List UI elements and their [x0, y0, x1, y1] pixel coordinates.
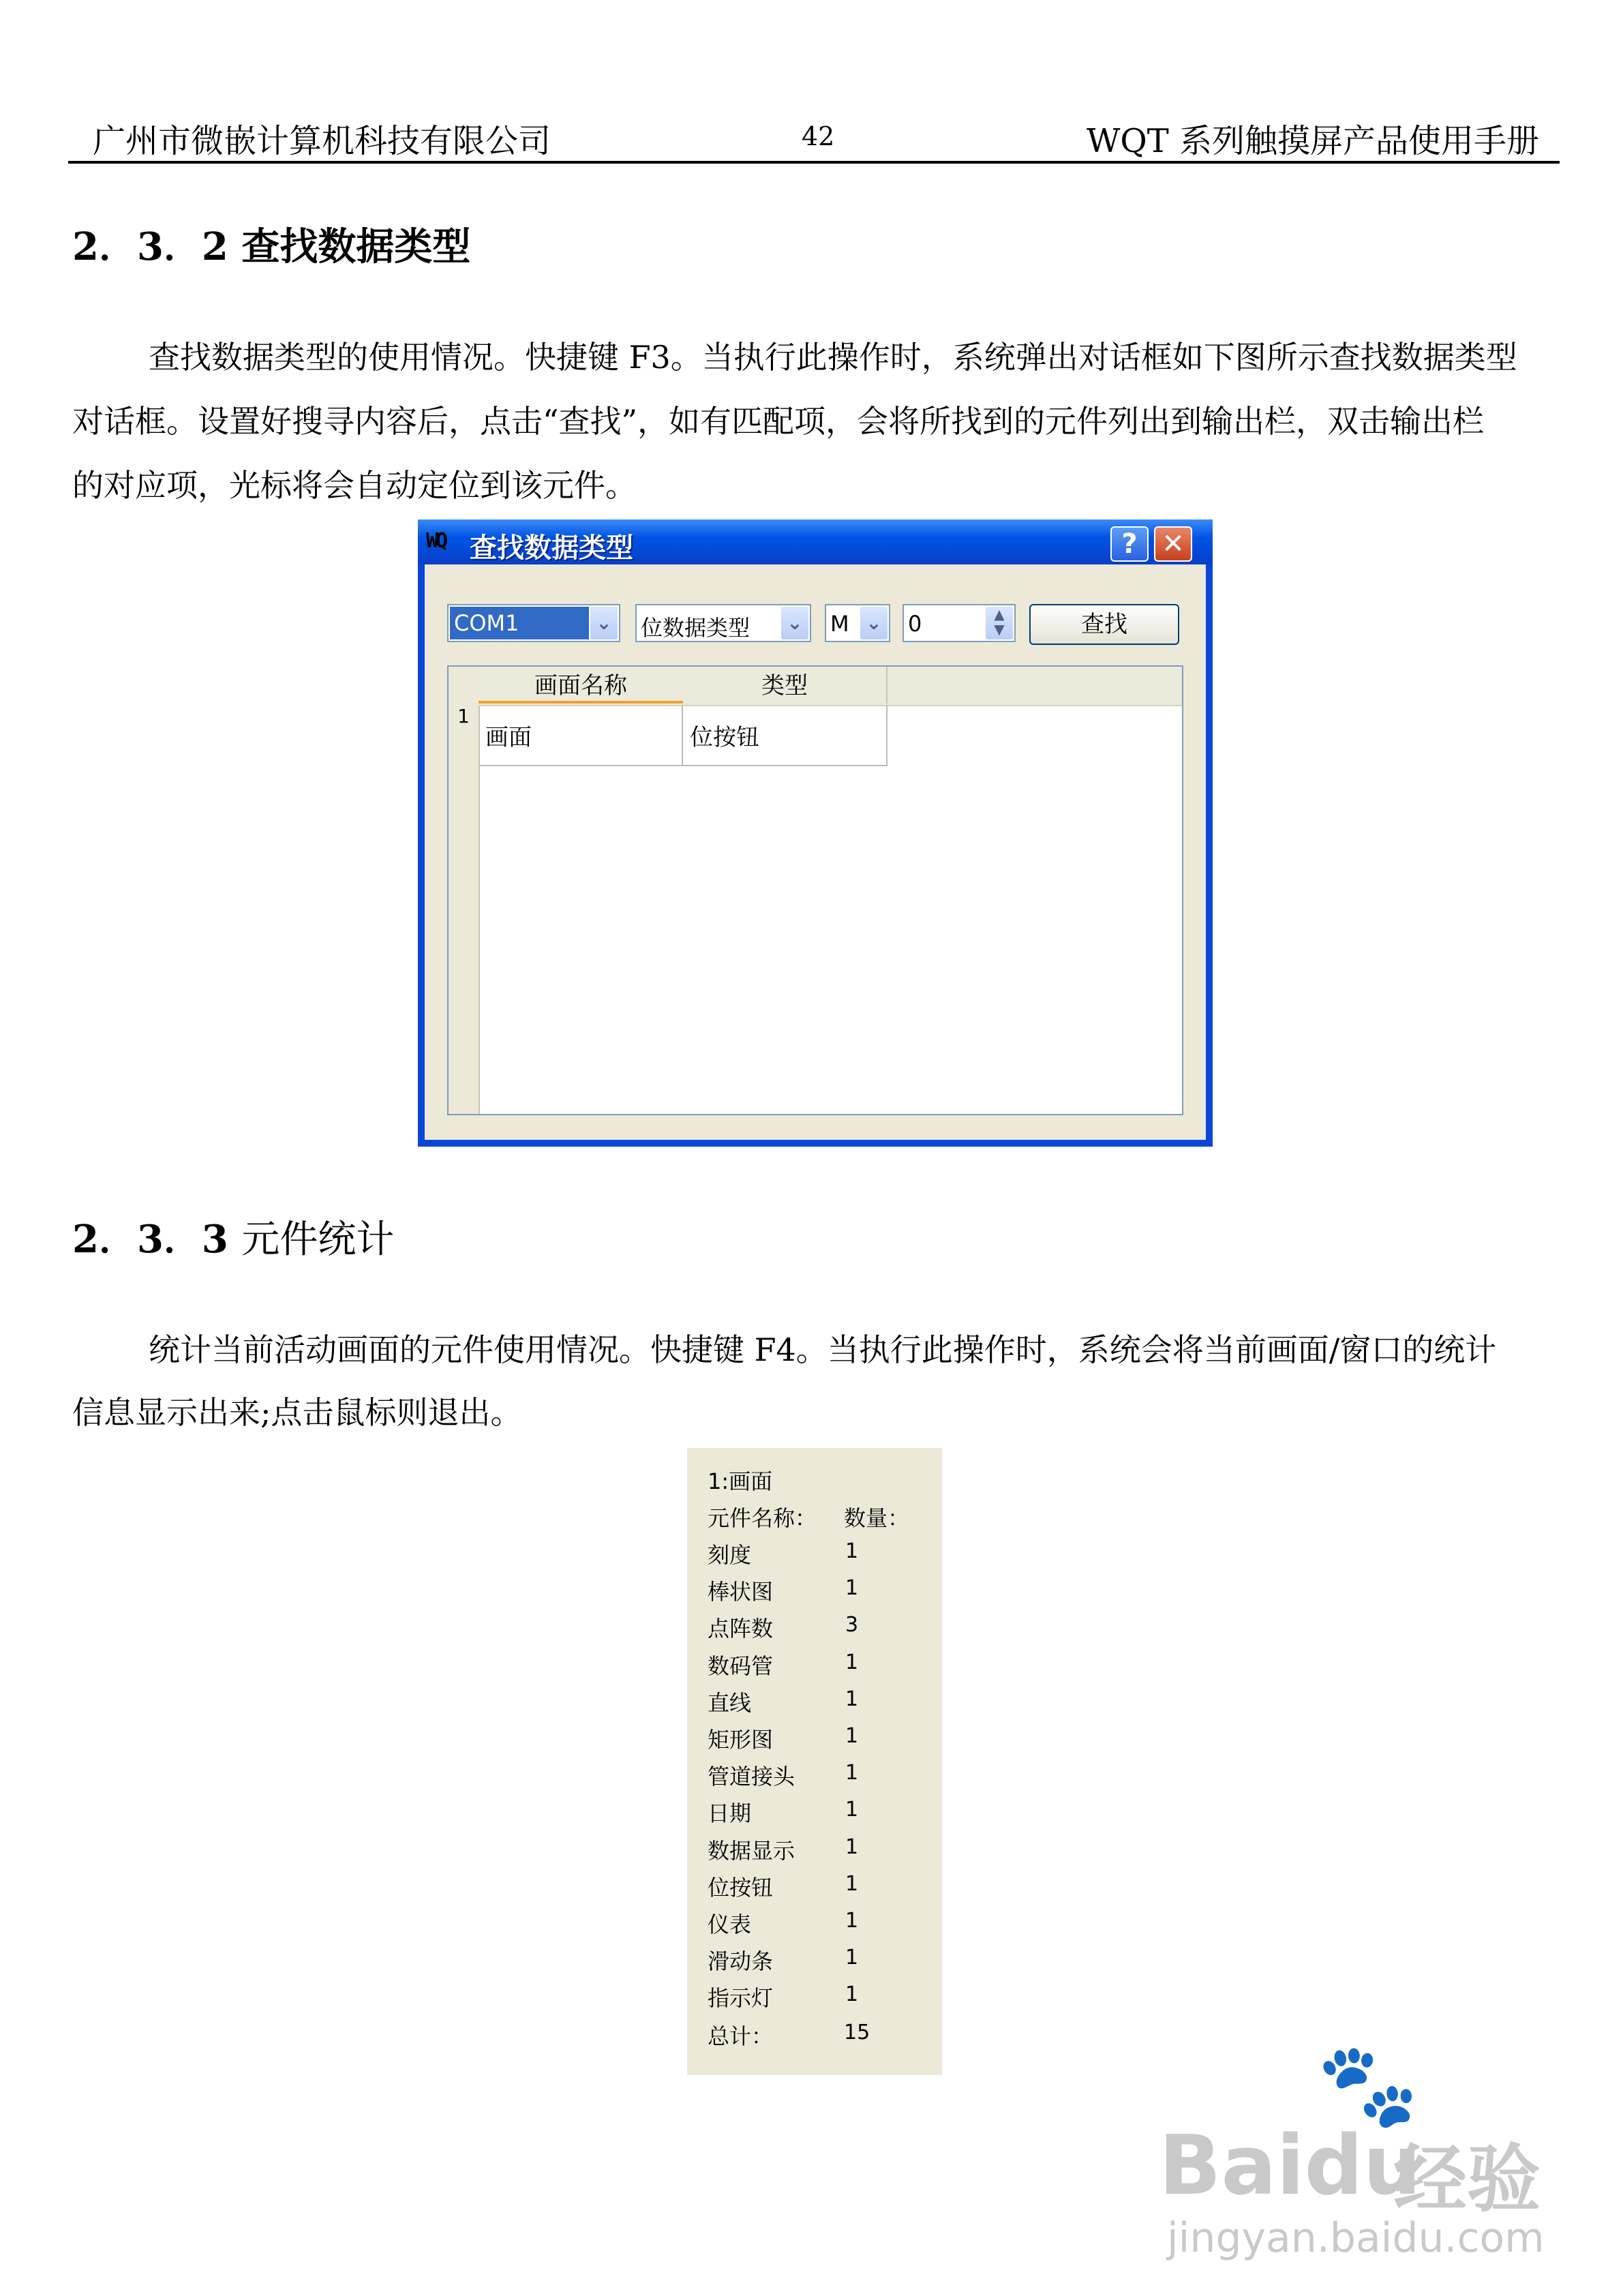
spin-arrows-icon[interactable]: ▲ ▼	[986, 607, 1013, 639]
find-button[interactable]: 查找	[1029, 604, 1179, 645]
stats-item-count: 3	[845, 1613, 859, 1637]
stats-item-count: 1	[845, 1687, 859, 1711]
chevron-down-icon[interactable]: ⌄	[860, 607, 888, 639]
address-spinbox[interactable]	[902, 604, 1016, 642]
stats-item-count: 1	[845, 1539, 859, 1563]
port-select-value: COM1	[450, 607, 589, 639]
table-cell-screen[interactable]: 画面	[479, 705, 683, 766]
stats-item-name: 数据显示	[708, 1838, 795, 1864]
stats-item-count: 1	[845, 1761, 859, 1785]
stats-item-name: 日期	[708, 1800, 752, 1826]
stats-item-count: 1	[845, 1872, 859, 1896]
port-select[interactable]	[447, 604, 620, 642]
watermark-brand-text: Bai	[1159, 2119, 1305, 2214]
section-title: 查找数据类型	[241, 225, 471, 269]
stats-item-name: 滑动条	[708, 1948, 774, 1974]
stats-item-count: 1	[845, 1835, 859, 1859]
stats-item-count: 1	[845, 1982, 859, 2006]
stats-item-count: 1	[845, 1724, 859, 1748]
data-type-select[interactable]	[635, 604, 811, 642]
section-number: 2．3．3	[72, 1217, 228, 1262]
data-type-select-value: 位数据类型	[641, 615, 750, 641]
section-heading-component-stats	[72, 1209, 394, 1264]
stats-item-name: 仪表	[708, 1912, 752, 1937]
address-spinbox-value: 0	[908, 611, 922, 637]
stats-item-count: 1	[845, 1798, 859, 1822]
section-title: 元件统计	[241, 1218, 395, 1262]
component-stats-panel	[687, 1448, 942, 2075]
app-logo-icon: WQ	[426, 529, 446, 553]
register-select-value: M	[830, 611, 849, 637]
header-divider	[68, 161, 1560, 164]
stats-item-name: 数码管	[708, 1653, 774, 1679]
stats-item-name: 刻度	[708, 1542, 752, 1568]
chevron-down-icon[interactable]: ⌄	[590, 607, 618, 639]
stats-item-name: 直线	[708, 1690, 752, 1716]
stats-name-header: 元件名称：	[708, 1505, 817, 1531]
watermark-brand-text2: du	[1304, 2119, 1421, 2214]
stats-total-label: 总计：	[708, 2023, 774, 2049]
stats-item-name: 点阵数	[708, 1616, 774, 1642]
chevron-down-icon[interactable]: ⌄	[781, 607, 808, 639]
watermark-url: jingyan.baidu.com	[1167, 2214, 1545, 2262]
paragraph-line: 查找数据类型的使用情况。快捷键 F3。当执行此操作时，系统弹出对话框如下图所示查找数据类型	[149, 339, 1517, 376]
dialog-title: 查找数据类型	[470, 532, 633, 564]
header-company: 广州市微嵌计算机科技有限公司	[93, 122, 551, 160]
stats-item-count: 1	[845, 1909, 859, 1933]
watermark-product: 经验	[1393, 2137, 1541, 2222]
column-header-type[interactable]: 类型	[683, 667, 888, 704]
stats-item-count: 1	[845, 1576, 859, 1600]
row-index: 1	[457, 705, 470, 727]
dialog-titlebar[interactable]	[418, 519, 1213, 564]
stats-item-name: 管道接头	[708, 1764, 795, 1789]
paragraph-line: 统计当前活动画面的元件使用情况。快捷键 F4。当执行此操作时，系统会将当前画面/窗口的统计	[149, 1331, 1497, 1368]
section-number: 2．3．2	[72, 224, 228, 269]
grid-header	[479, 667, 1182, 706]
paw-logo-icon: 🐾	[1317, 2038, 1419, 2133]
header-manual-title: WQT 系列触摸屏产品使用手册	[1087, 122, 1539, 160]
stats-item-name: 指示灯	[708, 1985, 774, 2011]
stats-screen-label: 1:画面	[708, 1468, 773, 1494]
stats-item-name: 矩形图	[708, 1727, 774, 1753]
stats-count-header: 数量：	[844, 1505, 910, 1531]
column-header-screen-name[interactable]: 画面名称	[479, 667, 683, 704]
stats-item-count: 1	[845, 1946, 859, 1969]
help-button[interactable]: ?	[1110, 526, 1149, 562]
results-grid	[447, 665, 1183, 1115]
page-number: 42	[802, 121, 835, 151]
table-cell-type[interactable]: 位按钮	[683, 705, 888, 766]
stats-item-count: 1	[845, 1650, 859, 1674]
stats-item-name: 棒状图	[708, 1579, 774, 1605]
paragraph-line: 的对应项，光标将会自动定位到该元件。	[72, 467, 637, 504]
stats-item-name: 位按钮	[708, 1875, 774, 1901]
close-button[interactable]: ✕	[1154, 526, 1192, 562]
stats-total-value: 15	[844, 2021, 870, 2044]
section-heading-find-data-type	[72, 217, 470, 271]
paragraph-line: 信息显示出来;点击鼠标则退出。	[72, 1394, 522, 1431]
register-select[interactable]	[825, 604, 890, 642]
paragraph-line: 对话框。设置好搜寻内容后，点击“查找”，如有匹配项，会将所找到的元件列出到输出栏，双击输出栏	[72, 403, 1485, 440]
